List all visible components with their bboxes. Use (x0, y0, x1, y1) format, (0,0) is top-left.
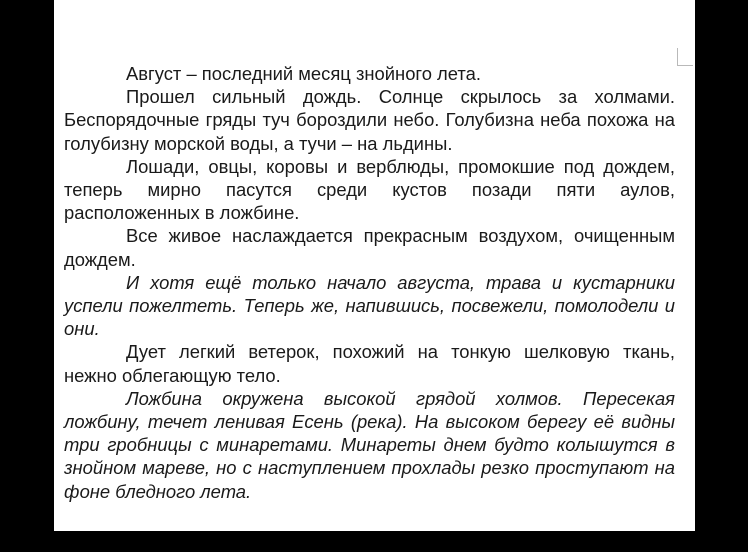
paragraph: Прошел сильный дождь. Солнце скрылось за холмами. Беспорядочные гряды туч бороздили небо. Голубизна неба похожа на голубизну морской воды, а тучи – на льдины. (64, 86, 675, 154)
paragraph: Лошади, овцы, коровы и верблюды, промокшие под дождем, теперь мирно пасутся среди кустов позади пяти аулов, расположенных в ложбине. (64, 155, 675, 224)
document-page (54, 0, 695, 531)
paragraph: Август – последний месяц знойного лета. (126, 63, 481, 84)
paragraph: Все живое наслаждается прекрасным воздухом, очищенным дождем. (64, 225, 675, 270)
paragraph: Дует легкий ветерок, похожий на тонкую шелковую ткань, нежно облегающую тело. (64, 341, 675, 386)
page-corner-mark (677, 48, 693, 66)
paragraph-italic: Ложбина окружена высокой грядой холмов. Пересекая ложбину, течет ленивая Есень (река). На высоком берегу её видны три гробницы с минаретами. Минареты днем будто колышутся в знойном мареве, но с наступлением прохлады резко проступают на фоне бледного лета. (64, 387, 675, 502)
paragraph-italic: И хотя ещё только начало августа, трава и кустарники успели пожелтеть. Теперь же, напившись, посвежели, помолодели и они. (64, 271, 675, 340)
document-body (64, 62, 675, 503)
